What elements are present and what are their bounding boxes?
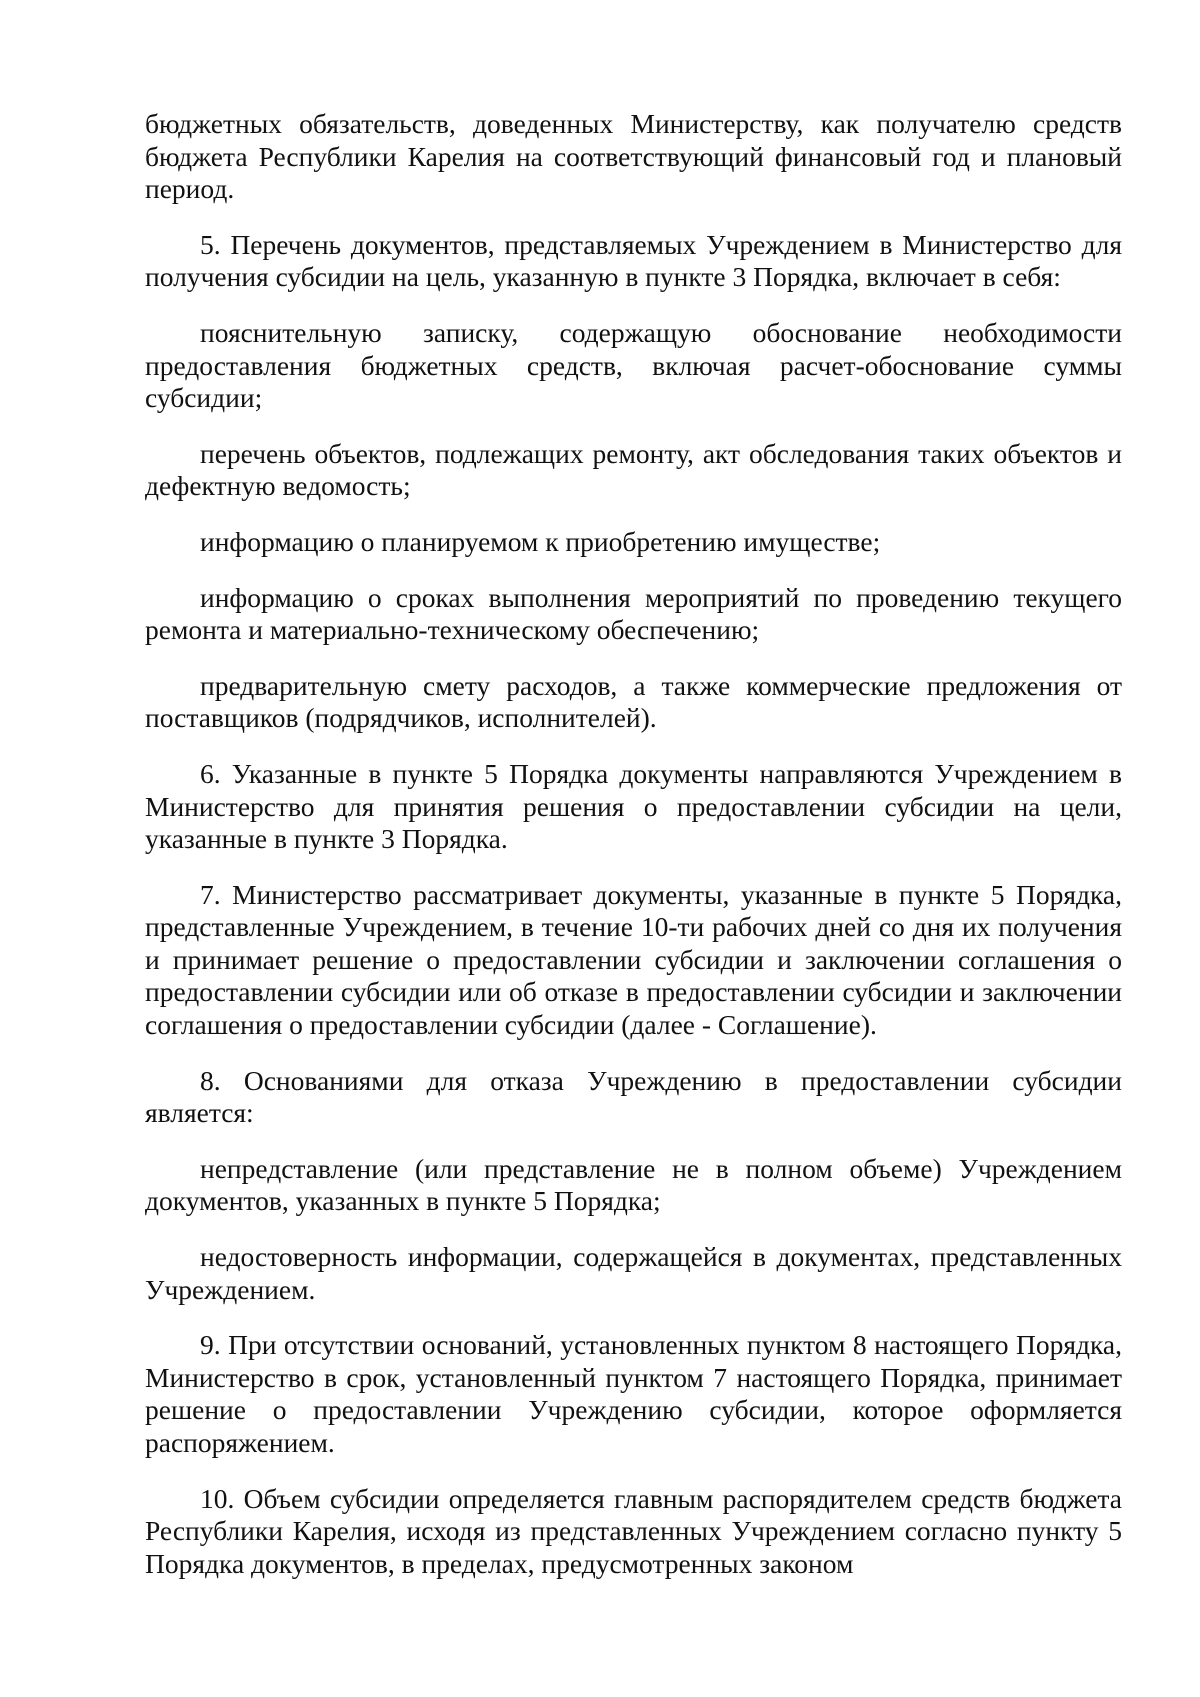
document-page	[145, 108, 1122, 1603]
paragraph: недостоверность информации, содержащейся в документах, представленных Учреждением.	[145, 1241, 1122, 1305]
paragraph: 6. Указанные в пункте 5 Порядка документы направляются Учреждением в Министерство для принятия решения о предоставлении субсидии на цели, указанные в пункте 3 Порядка.	[145, 757, 1122, 855]
paragraph: 10. Объем субсидии определяется главным распорядителем средств бюджета Республики Карелия, исходя из представленных Учреждением согласно пункту 5 Порядка документов, в пределах, предусмотренных законом	[145, 1482, 1122, 1579]
paragraph: предварительную смету расходов, а также коммерческие предложения от поставщиков (подрядчиков, исполнителей).	[145, 669, 1122, 734]
paragraph: 8. Основаниями для отказа Учреждению в предоставлении субсидии является:	[145, 1064, 1122, 1129]
paragraph: перечень объектов, подлежащих ремонту, акт обследования таких объектов и дефектную ведомость;	[145, 437, 1122, 502]
paragraph: информацию о планируемом к приобретению имуществе;	[200, 525, 881, 557]
paragraph: непредставление (или представление не в полном объеме) Учреждением документов, указанных в пункте 5 Порядка;	[145, 1152, 1122, 1217]
paragraph: информацию о сроках выполнения мероприятий по проведению текущего ремонта и материально-техническому обеспечению;	[145, 581, 1122, 646]
paragraph: 9. При отсутствии оснований, установленных пунктом 8 настоящего Порядка, Министерство в срок, установленный пунктом 7 настоящего Порядка, принимает решение о предоставлении Учреждению субсидии, которое оформляется распоряжением.	[145, 1329, 1122, 1458]
paragraph: 7. Министерство рассматривает документы, указанные в пункте 5 Порядка, представленные Учреждением, в течение 10-ти рабочих дней со дня их получения и принимает решение о предоставлении субсидии и заключении соглашения о предоставлении субсидии или об отказе в предоставлении субсидии и заключении соглашения о предоставлении субсидии (далее - Соглашение).	[145, 878, 1122, 1041]
paragraph: пояснительную записку, содержащую обоснование необходимости предоставления бюджетных средств, включая расчет-обоснование суммы субсидии;	[145, 316, 1122, 414]
paragraph: 5. Перечень документов, представляемых Учреждением в Министерство для получения субсидии на цель, указанную в пункте 3 Порядка, включает в себя:	[145, 228, 1122, 293]
paragraph: бюджетных обязательств, доведенных Министерству, как получателю средств бюджета Республики Карелия на соответствующий финансовый год и плановый период.	[145, 108, 1122, 205]
